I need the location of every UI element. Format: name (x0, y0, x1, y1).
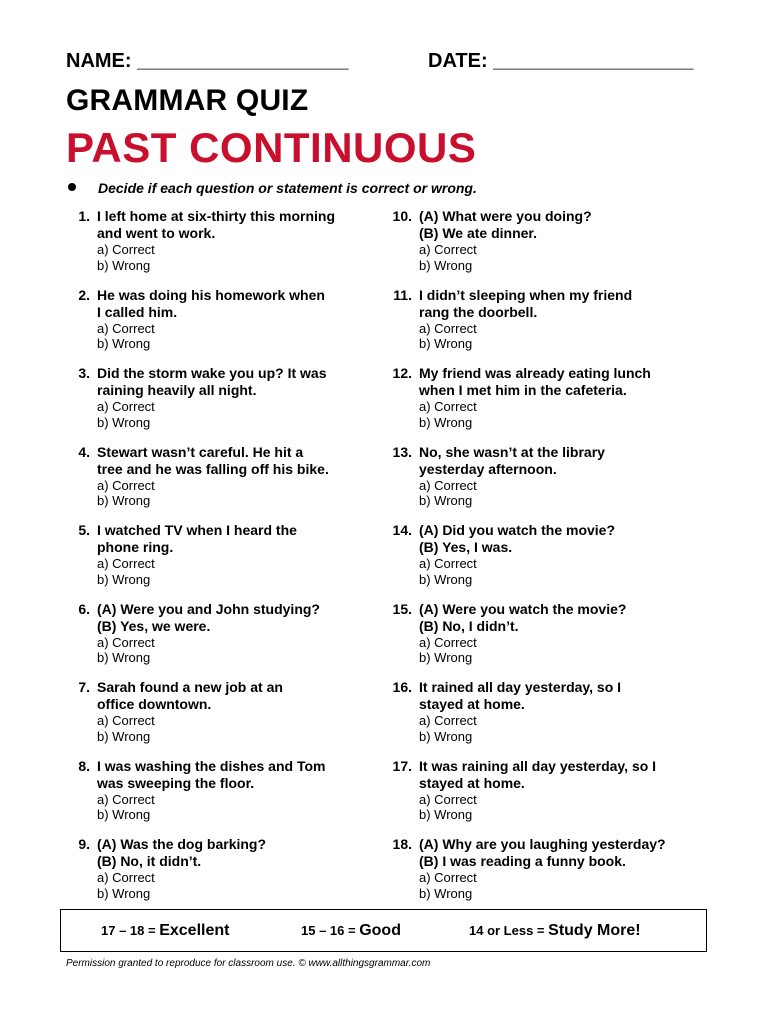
instructions-text: Decide if each question or statement is correct or wrong. (98, 180, 477, 196)
option-wrong[interactable]: b) Wrong (419, 728, 473, 744)
question-item (388, 444, 718, 523)
option-correct[interactable]: a) Correct (97, 242, 155, 257)
question-text: I left home at six-thirty this morning and went to work. (97, 208, 336, 241)
questions-right-column (388, 208, 718, 915)
question-text: (A) Were you watch the movie? (B) No, I didn’t. (419, 600, 627, 634)
question-number: 6. (78, 600, 90, 617)
question-number: 5. (78, 522, 90, 538)
question-text: I watched TV when I heard the phone ring. (97, 522, 297, 555)
option-correct[interactable]: a) Correct (97, 634, 155, 650)
option-correct[interactable]: a) Correct (97, 320, 155, 336)
question-text: (A) Did you watch the movie? (B) Yes, I was. (419, 522, 616, 555)
option-correct[interactable]: a) Correct (97, 556, 155, 571)
option-correct[interactable]: a) Correct (97, 399, 155, 414)
option-correct[interactable]: a) Correct (97, 791, 155, 807)
question-item (388, 758, 718, 837)
option-correct[interactable]: a) Correct (419, 477, 477, 493)
question-text: I was washing the dishes and Tom was sweeping the floor. (97, 757, 326, 791)
score-label: Excellent (159, 922, 230, 939)
score-range: 17 – 18 = (101, 923, 160, 938)
option-wrong[interactable]: b) Wrong (419, 650, 473, 665)
question-number: 12. (392, 365, 412, 381)
score-label: Good (359, 922, 401, 939)
option-correct[interactable]: a) Correct (419, 556, 477, 571)
question-text: (A) Were you and John studying? (B) Yes, we were. (97, 600, 320, 634)
option-wrong[interactable]: b) Wrong (97, 807, 151, 822)
option-correct[interactable]: a) Correct (419, 634, 477, 650)
question-text: Stewart wasn’t careful. He hit a tree and he was falling off his bike. (97, 443, 329, 477)
option-wrong[interactable]: b) Wrong (419, 493, 473, 508)
instructions (68, 180, 477, 196)
question-item (388, 601, 718, 680)
score-study-more (469, 922, 641, 940)
option-correct[interactable]: a) Correct (97, 477, 155, 493)
question-number: 8. (78, 757, 90, 774)
option-wrong[interactable]: b) Wrong (419, 571, 473, 587)
question-text: I didn’t sleeping when my friend rang the doorbell. (419, 286, 633, 320)
score-range: 14 or Less = (469, 923, 549, 938)
question-item (66, 208, 376, 287)
question-text: (A) What were you doing? (B) We ate dinner. (419, 208, 592, 241)
question-number: 10. (392, 208, 412, 224)
question-text: He was doing his homework when I called him. (97, 286, 325, 320)
name-field-label: NAME: ___________________ (66, 50, 349, 72)
score-range: 15 – 16 = (301, 923, 360, 938)
scoring-box (60, 909, 707, 952)
option-correct[interactable]: a) Correct (419, 399, 477, 414)
question-text: My friend was already eating lunch when I met him in the cafeteria. (419, 365, 651, 398)
question-text: Did the storm wake you up? It was raining heavily all night. (97, 365, 327, 398)
option-wrong[interactable]: b) Wrong (419, 257, 473, 273)
option-wrong[interactable]: b) Wrong (97, 257, 151, 273)
option-correct[interactable]: a) Correct (419, 320, 477, 336)
option-wrong[interactable]: b) Wrong (97, 728, 151, 744)
question-text: No, she wasn’t at the library yesterday afternoon. (419, 443, 605, 477)
score-label: Study More! (548, 922, 641, 939)
question-text: It was raining all day yesterday, so I stayed at home. (419, 757, 657, 791)
topic-title: PAST CONTINUOUS (66, 124, 477, 171)
option-wrong[interactable]: b) Wrong (97, 571, 151, 587)
question-item (66, 758, 376, 837)
question-item (66, 365, 376, 444)
option-wrong[interactable]: b) Wrong (419, 885, 473, 901)
option-wrong[interactable]: b) Wrong (97, 493, 151, 508)
question-number: 4. (78, 443, 90, 460)
question-item (388, 208, 718, 287)
question-text: (A) Was the dog barking? (B) No, it didn’t. (97, 836, 267, 869)
quiz-title: GRAMMAR QUIZ (66, 84, 309, 117)
option-correct[interactable]: a) Correct (97, 713, 155, 728)
question-item (388, 679, 718, 758)
question-number: 7. (78, 679, 90, 695)
option-wrong[interactable]: b) Wrong (97, 414, 151, 430)
question-number: 3. (78, 365, 90, 381)
questions-left-column (66, 208, 376, 915)
question-item (66, 444, 376, 523)
question-number: 11. (393, 286, 412, 303)
question-text: (A) Why are you laughing yesterday? (B) I was reading a funny book. (419, 836, 666, 869)
question-number: 17. (392, 757, 412, 774)
question-number: 14. (392, 522, 412, 538)
question-item (66, 836, 376, 915)
option-wrong[interactable]: b) Wrong (97, 885, 151, 901)
bullet-icon (68, 183, 76, 191)
question-item (388, 836, 718, 915)
question-item (388, 287, 718, 366)
question-number: 13. (392, 443, 412, 460)
option-correct[interactable]: a) Correct (419, 242, 477, 257)
question-number: 15. (392, 600, 412, 617)
question-number: 16. (392, 679, 412, 695)
question-text: It rained all day yesterday, so I stayed at home. (419, 679, 622, 712)
question-item (66, 679, 376, 758)
option-wrong[interactable]: b) Wrong (419, 807, 473, 822)
question-item (66, 601, 376, 680)
score-good (301, 922, 401, 940)
copyright-footer: Permission granted to reproduce for classroom use. © www.allthingsgrammar.com (66, 958, 431, 969)
option-wrong[interactable]: b) Wrong (419, 414, 473, 430)
question-item (388, 522, 718, 601)
option-wrong[interactable]: b) Wrong (419, 336, 473, 351)
option-wrong[interactable]: b) Wrong (97, 336, 151, 351)
question-number: 2. (78, 286, 90, 303)
option-correct[interactable]: a) Correct (419, 791, 477, 807)
question-number: 1. (78, 208, 90, 224)
question-number: 18. (392, 836, 412, 852)
question-item (66, 287, 376, 366)
question-number: 9. (78, 836, 90, 852)
option-correct[interactable]: a) Correct (419, 713, 477, 728)
question-item (388, 365, 718, 444)
score-excellent (101, 922, 229, 940)
question-text: Sarah found a new job at an office downtown. (97, 679, 283, 712)
date-field-label: DATE: __________________ (428, 50, 694, 72)
option-correct[interactable]: a) Correct (419, 870, 477, 885)
option-correct[interactable]: a) Correct (97, 870, 155, 885)
question-item (66, 522, 376, 601)
option-wrong[interactable]: b) Wrong (97, 650, 151, 665)
